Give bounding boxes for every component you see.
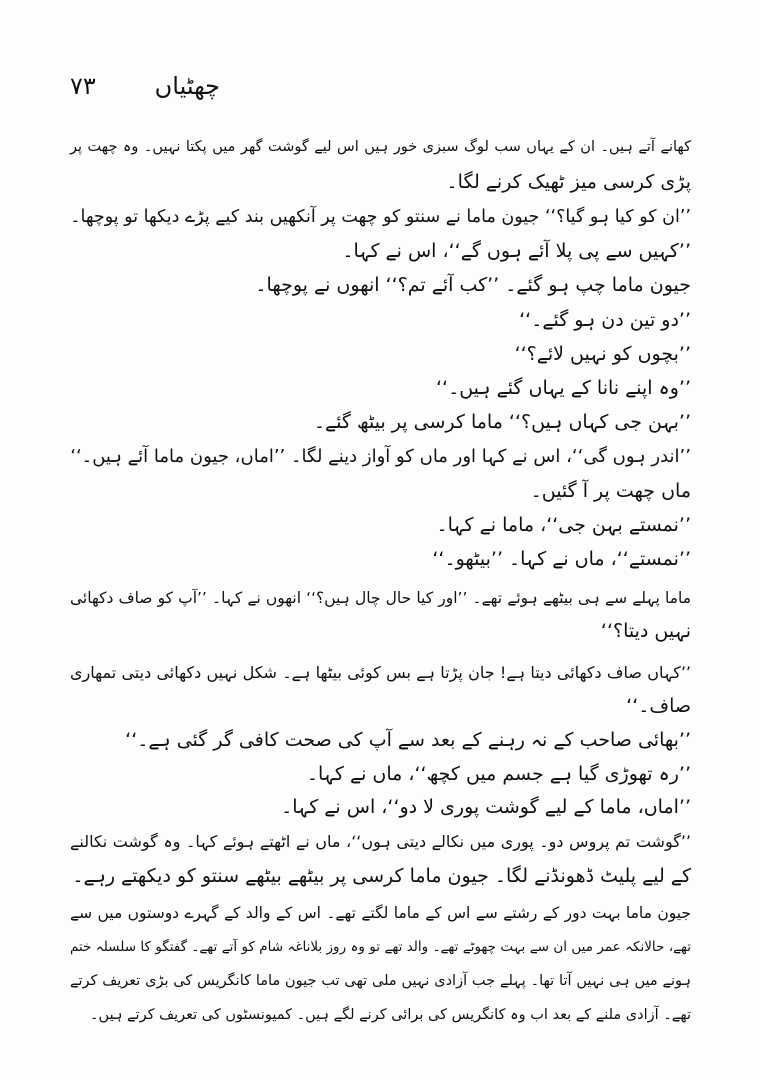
- text-line: جیون ماما بہت دور کے رشتے سے اس کے ماما لگتے تھے۔ اس کے والد کے گہرے دوستوں میں سے: [70, 904, 691, 922]
- text-line: ’’گوشت تم پروس دو۔ پوری میں نکالے دیتی ہوں‘‘، ماں نے اٹھتے ہوئے کہا۔ وہ گوشت نکالنے: [70, 832, 691, 851]
- page-number: ۷۳: [70, 72, 96, 100]
- text-line: ’’دو تین دن ہو گئے۔‘‘: [519, 309, 691, 331]
- text-line: ہونے میں ہی نہیں آتا تھا۔ پہلے جب آزادی نہیں ملی تھی تب جیون ماما کانگریس کی بڑی تعریف کرتے: [70, 973, 691, 989]
- text-line: ’’نمستے‘‘، ماں نے کہا۔ ’’بیٹھو۔‘‘: [432, 548, 691, 570]
- text-line: ’’اماں، ماما کے لیے گوشت پوری لا دو‘‘، اس نے کہا۔: [281, 796, 691, 818]
- text-line: ماں چھت پر آ گئیں۔: [530, 480, 691, 502]
- text-line: ’’بھائی صاحب کے نہ رہنے کے بعد سے آپ کی صحت کافی گر گئی ہے۔‘‘: [125, 729, 691, 751]
- text-line: ’’کہیں سے پی پلا آئے ہوں گے‘‘، اس نے کہا۔: [342, 240, 691, 262]
- page-header: [70, 72, 220, 106]
- text-line: ’’ان کو کیا ہو گیا؟‘‘ جیون ماما نے سنتو کو چھت پر آنکھیں بند کیے پڑے دیکھا تو پوچھا۔: [70, 207, 691, 227]
- text-line: ’’وہ اپنے نانا کے یہاں گئے ہیں۔‘‘: [435, 377, 691, 399]
- text-line: ’’اندر ہوں گی‘‘، اس نے کہا اور ماں کو آواز دینے لگا۔ ’’اماں، جیون ماما آئے ہیں۔‘‘: [70, 446, 691, 467]
- text-line: پڑی کرسی میز ٹھیک کرنے لگا۔: [446, 171, 691, 193]
- text-line: ’’بہن جی کہاں ہیں؟‘‘ ماما کرسی پر بیٹھ گئے۔: [313, 411, 691, 433]
- text-line: تھے۔ آزادی ملنے کے بعد اب وہ کانگریس کی برائی کرنے لگے ہیں۔ کمیونسٹوں کی تعریف کرتے ہیں۔: [90, 1007, 691, 1023]
- text-line: صاف۔‘‘: [626, 695, 691, 717]
- text-line: کھانے آتے ہیں۔ ان کے یہاں سب لوگ سبزی خور ہیں اس لیے گوشت گھر میں پکتا نہیں۔ وہ چھت پر: [70, 139, 691, 155]
- text-line: نہیں دیتا؟‘‘: [600, 620, 691, 642]
- text-line: ماما پہلے سے ہی بیٹھے ہوئے تھے۔ ’’اور کیا حال چال ہیں؟‘‘ انھوں نے کہا۔ ’’آپ کو صاف دکھائی: [70, 589, 691, 607]
- text-line: ’’رہ تھوڑی گیا ہے جسم میں کچھ‘‘، ماں نے کہا۔: [306, 763, 691, 785]
- running-title: چھٹیاں: [154, 72, 220, 100]
- text-line: ’’بچوں کو نہیں لائے؟‘‘: [514, 343, 691, 365]
- text-line: کے لیے پلیٹ ڈھونڈنے لگا۔ جیون ماما کرسی پر بیٹھے بیٹھے سنتو کو دیکھتے رہے۔: [72, 865, 691, 887]
- text-line: ’’نمستے بہن جی‘‘، ماما نے کہا۔: [436, 514, 691, 536]
- text-line: ’’کہاں صاف دکھائی دیتا ہے! جان پڑتا ہے بس کوئی بیٹھا ہے۔ شکل نہیں دکھائی دیتی تمھاری: [70, 663, 691, 682]
- text-line: تھے، حالانکہ عمر میں ان سے بہت چھوٹے تھے۔ والد تھے تو وہ روز بلاناغہ شام کو آتے تھے۔ گفتگو کا سلسلہ ختم: [70, 939, 691, 955]
- text-line: جیون ماما چپ ہو گئے۔ ’’کب آئے تم؟‘‘ انھوں نے پوچھا۔: [255, 274, 691, 296]
